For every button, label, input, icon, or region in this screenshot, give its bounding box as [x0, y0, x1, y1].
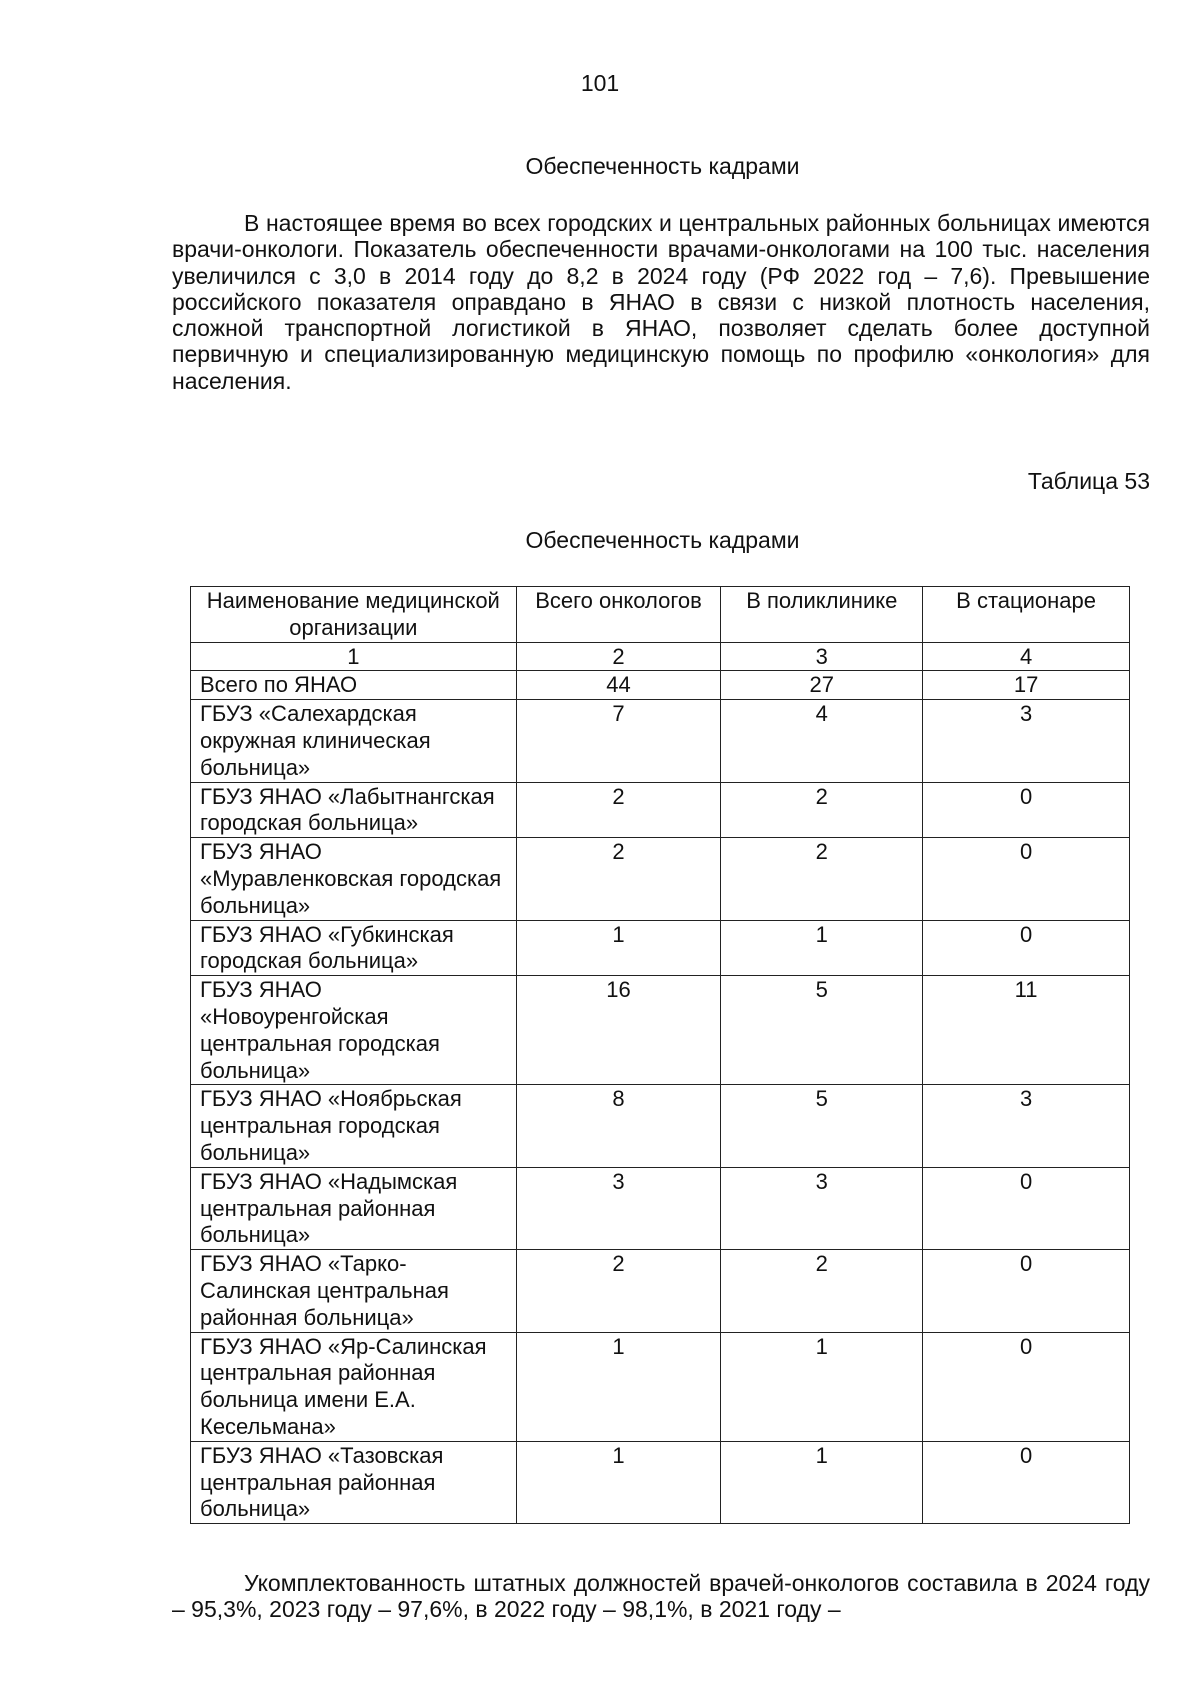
table-label: Таблица 53	[1027, 468, 1150, 494]
hospital-cell: 0	[923, 838, 1130, 920]
table-title: Обеспеченность кадрами	[525, 527, 800, 553]
table-row	[191, 700, 1130, 782]
table-row	[191, 838, 1130, 920]
hospital-cell: 0	[923, 920, 1130, 976]
org-name-cell: ГБУЗ ЯНАО «Тазовская центральная районная больница»	[191, 1441, 517, 1523]
hospital-cell: 11	[923, 976, 1130, 1085]
total-cell: 1	[516, 1332, 721, 1441]
org-name-cell: ГБУЗ ЯНАО «Тарко-Салинская центральная районная больница»	[191, 1250, 517, 1332]
hospital-cell: 0	[923, 782, 1130, 838]
total-cell: 2	[516, 1250, 721, 1332]
hospital-cell: 0	[923, 1167, 1130, 1249]
table-row	[191, 782, 1130, 838]
org-name-cell: ГБУЗ ЯНАО «Муравленковская городская больница»	[191, 838, 517, 920]
column-number: 4	[923, 642, 1130, 671]
header-organization: Наименование медицинской организации	[191, 587, 517, 643]
clinic-cell: 2	[721, 782, 923, 838]
table-header-row	[191, 587, 1130, 643]
org-name-cell: ГБУЗ ЯНАО «Новоуренгойская центральная городская больница»	[191, 976, 517, 1085]
org-name-cell: ГБУЗ ЯНАО «Надымская центральная районная больница»	[191, 1167, 517, 1249]
intro-paragraph: В настоящее время во всех городских и центральных районных больницах имеются врачи-онкологи. Показатель обеспеченности врачами-онкологами на 100 тыс. населения увеличился с 3,0 в 2014 году до 8,2 в 2024 году (РФ 2022 год – 7,6). Превышение российского показателя оправдано в ЯНАО в связи с низкой плотность населения, сложной транспортной логистикой в ЯНАО, позволяет сделать более доступной первичную и специализированную медицинскую помощь по профилю «онкология» для населения.	[172, 210, 1150, 394]
table-row	[191, 1167, 1130, 1249]
hospital-cell: 3	[923, 700, 1130, 782]
clinic-cell: 1	[721, 1332, 923, 1441]
total-cell: 44	[516, 671, 721, 700]
total-cell: 3	[516, 1167, 721, 1249]
clinic-cell: 2	[721, 838, 923, 920]
hospital-cell: 3	[923, 1085, 1130, 1167]
column-number: 3	[721, 642, 923, 671]
column-number: 2	[516, 642, 721, 671]
table-row	[191, 1332, 1130, 1441]
hospital-cell: 0	[923, 1250, 1130, 1332]
org-name-cell: ГБУЗ ЯНАО «Яр-Салинская центральная районная больница имени Е.А. Кесельмана»	[191, 1332, 517, 1441]
section-title: Обеспеченность кадрами	[525, 153, 800, 179]
total-cell: 2	[516, 782, 721, 838]
total-cell: 16	[516, 976, 721, 1085]
clinic-cell: 27	[721, 671, 923, 700]
org-name-cell: ГБУЗ ЯНАО «Ноябрьская центральная городская больница»	[191, 1085, 517, 1167]
total-cell: 1	[516, 1441, 721, 1523]
org-name-cell: ГБУЗ ЯНАО «Губкинская городская больница»	[191, 920, 517, 976]
column-number: 1	[191, 642, 517, 671]
staffing-table	[190, 586, 1130, 1524]
total-cell: 7	[516, 700, 721, 782]
clinic-cell: 4	[721, 700, 923, 782]
org-name-cell: ГБУЗ «Салехардская окружная клиническая больница»	[191, 700, 517, 782]
table-row	[191, 1441, 1130, 1523]
total-cell: 1	[516, 920, 721, 976]
total-cell: 8	[516, 1085, 721, 1167]
table-row	[191, 1250, 1130, 1332]
header-clinic: В поликлинике	[721, 587, 923, 643]
clinic-cell: 1	[721, 1441, 923, 1523]
clinic-cell: 5	[721, 976, 923, 1085]
clinic-cell: 1	[721, 920, 923, 976]
org-name-cell: ГБУЗ ЯНАО «Лабытнангская городская больница»	[191, 782, 517, 838]
clinic-cell: 5	[721, 1085, 923, 1167]
table-row	[191, 671, 1130, 700]
table-row	[191, 1085, 1130, 1167]
header-total-oncologists: Всего онкологов	[516, 587, 721, 643]
column-number-row	[191, 642, 1130, 671]
table-row	[191, 976, 1130, 1085]
org-name-cell: Всего по ЯНАО	[191, 671, 517, 700]
staffing-paragraph: Укомплектованность штатных должностей врачей-онкологов составила в 2024 году – 95,3%, 2023 году – 97,6%, в 2022 году – 98,1%, в 2021 году –	[172, 1570, 1150, 1623]
hospital-cell: 0	[923, 1332, 1130, 1441]
table-row	[191, 920, 1130, 976]
hospital-cell: 0	[923, 1441, 1130, 1523]
clinic-cell: 3	[721, 1167, 923, 1249]
header-hospital: В стационаре	[923, 587, 1130, 643]
total-cell: 2	[516, 838, 721, 920]
clinic-cell: 2	[721, 1250, 923, 1332]
page-number: 101	[580, 70, 620, 96]
hospital-cell: 17	[923, 671, 1130, 700]
